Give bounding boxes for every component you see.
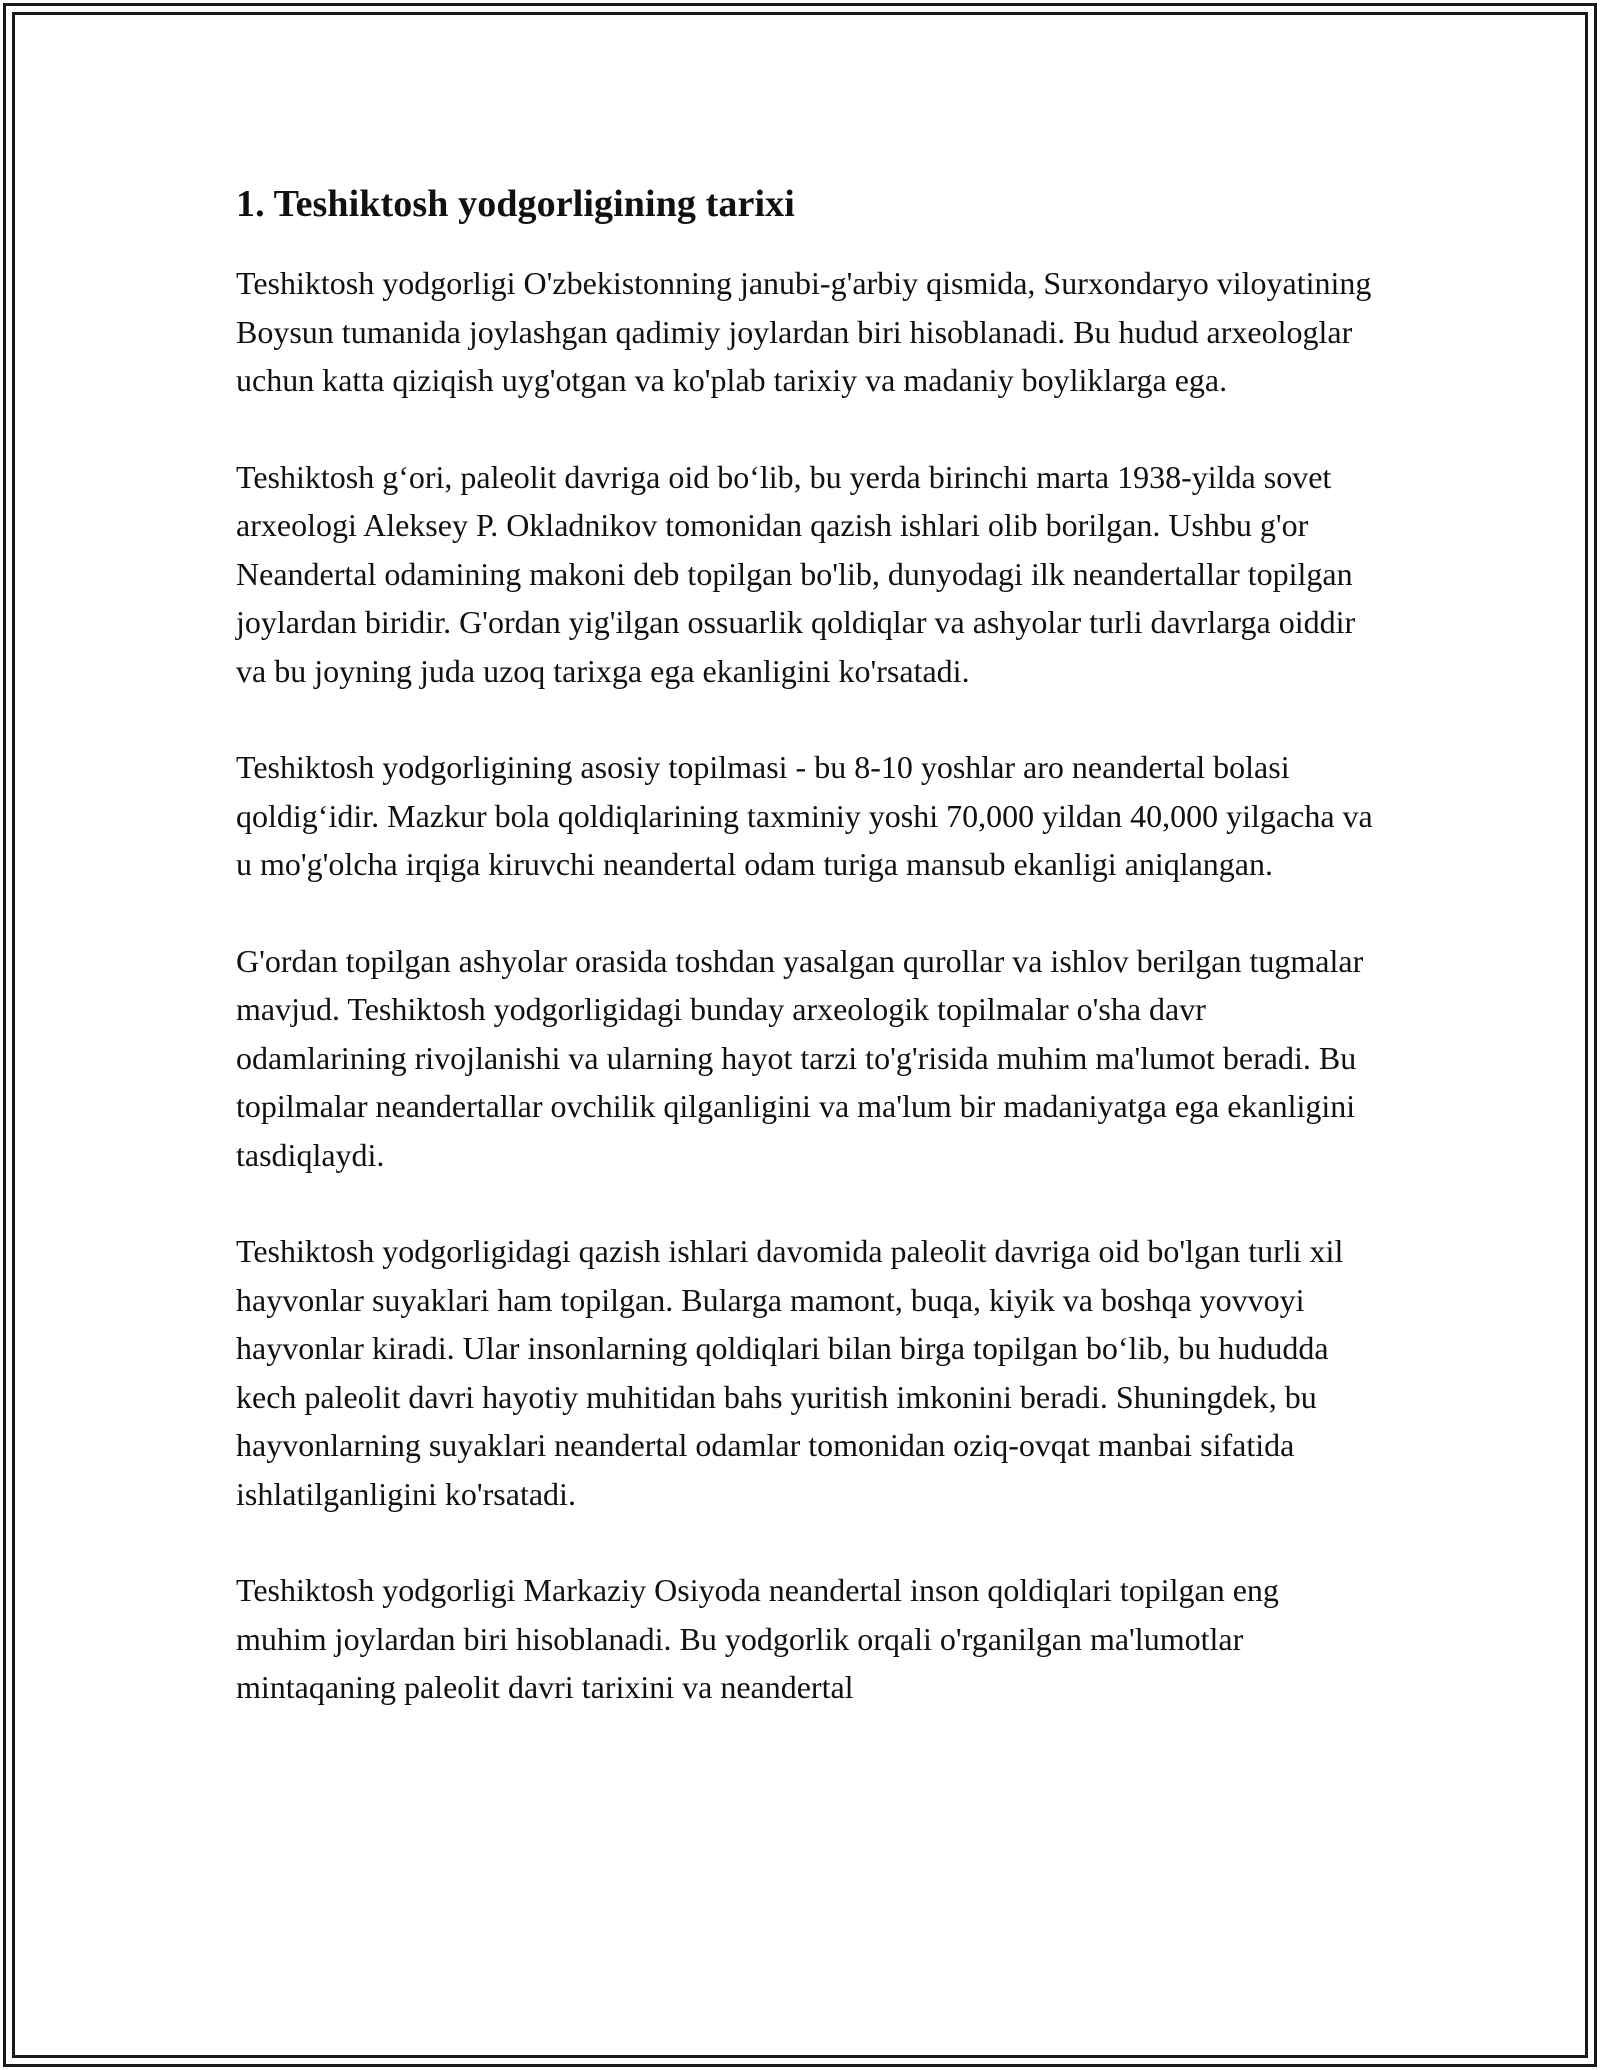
paragraph-animal-bones: Teshiktosh yodgorligidagi qazish ishlari davomida paleolit davriga oid bo'lgan turli xil hayvonlar suyaklari ham topilgan. Bularga mamont, buqa, kiyik va boshqa yovvoyi hayvonlar kiradi. Ular insonlarning qoldiqlari bilan birga topilgan bo‘lib, bu hududda kech paleolit davri hayotiy muhitidan bahs yuritish imkonini beradi. Shuningdek, bu hayvonlarning suyaklari neandertal odamlar tomonidan oziq-ovqat manbai sifatida ishlatilganligini ko'rsatadi.	[236, 1233, 1344, 1512]
document-body	[236, 180, 1376, 1760]
paragraph-main-find: Teshiktosh yodgorligining asosiy topilmasi - bu 8-10 yoshlar aro neandertal bolasi qoldig‘idir. Mazkur bola qoldiqlarining taxminiy yoshi 70,000 yildan 40,000 yilgacha va u mo'g'olcha irqiga kiruvchi neandertal odam turiga mansub ekanligi aniqlangan.	[236, 749, 1373, 883]
section-heading: 1. Teshiktosh yodgorligining tarixi	[236, 183, 795, 225]
paragraph-cave-excavation: Teshiktosh g‘ori, paleolit davriga oid bo‘lib, bu yerda birinchi marta 1938-yilda sovet arxeologi Aleksey P. Okladnikov tomonidan qazish ishlari olib borilgan. Ushbu g'or Neandertal odamining makoni deb topilgan bo'lib, dunyodagi ilk neandertallar topilgan joylardan biridir. G'ordan yig'ilgan ossuarlik qoldiqlar va ashyolar turli davrlarga oiddir va bu joyning juda uzoq tarixga ega ekanligini ko'rsatadi.	[236, 458, 1356, 689]
paragraph-artifacts: G'ordan topilgan ashyolar orasida toshdan yasalgan qurollar va ishlov berilgan tugmalar mavjud. Teshiktosh yodgorligidagi bunday arxeologik topilmalar o'sha davr odamlarining rivojlanishi va ularning hayot tarzi to'g'risida muhim ma'lumot beradi. Bu topilmalar neandertallar ovchilik qilganligini va ma'lum bir madaniyatga ega ekanligini tasdiqlaydi.	[236, 942, 1364, 1173]
paragraph-location: Teshiktosh yodgorligi O'zbekistonning janubi-g'arbiy qismida, Surxondaryo viloyatining Boysun tumanida joylashgan qadimiy joylardan biri hisoblanadi. Bu hudud arxeologlar uchun katta qiziqish uyg'otgan va ko'plab tarixiy va madaniy boyliklarga ega.	[236, 265, 1372, 399]
paragraph-significance: Teshiktosh yodgorligi Markaziy Osiyoda neandertal inson qoldiqlari topilgan eng muhim joylardan biri hisoblanadi. Bu yodgorlik orqali o'rganilgan ma'lumotlar mintaqaning paleolit davri tarixini va neandertal	[236, 1572, 1279, 1706]
